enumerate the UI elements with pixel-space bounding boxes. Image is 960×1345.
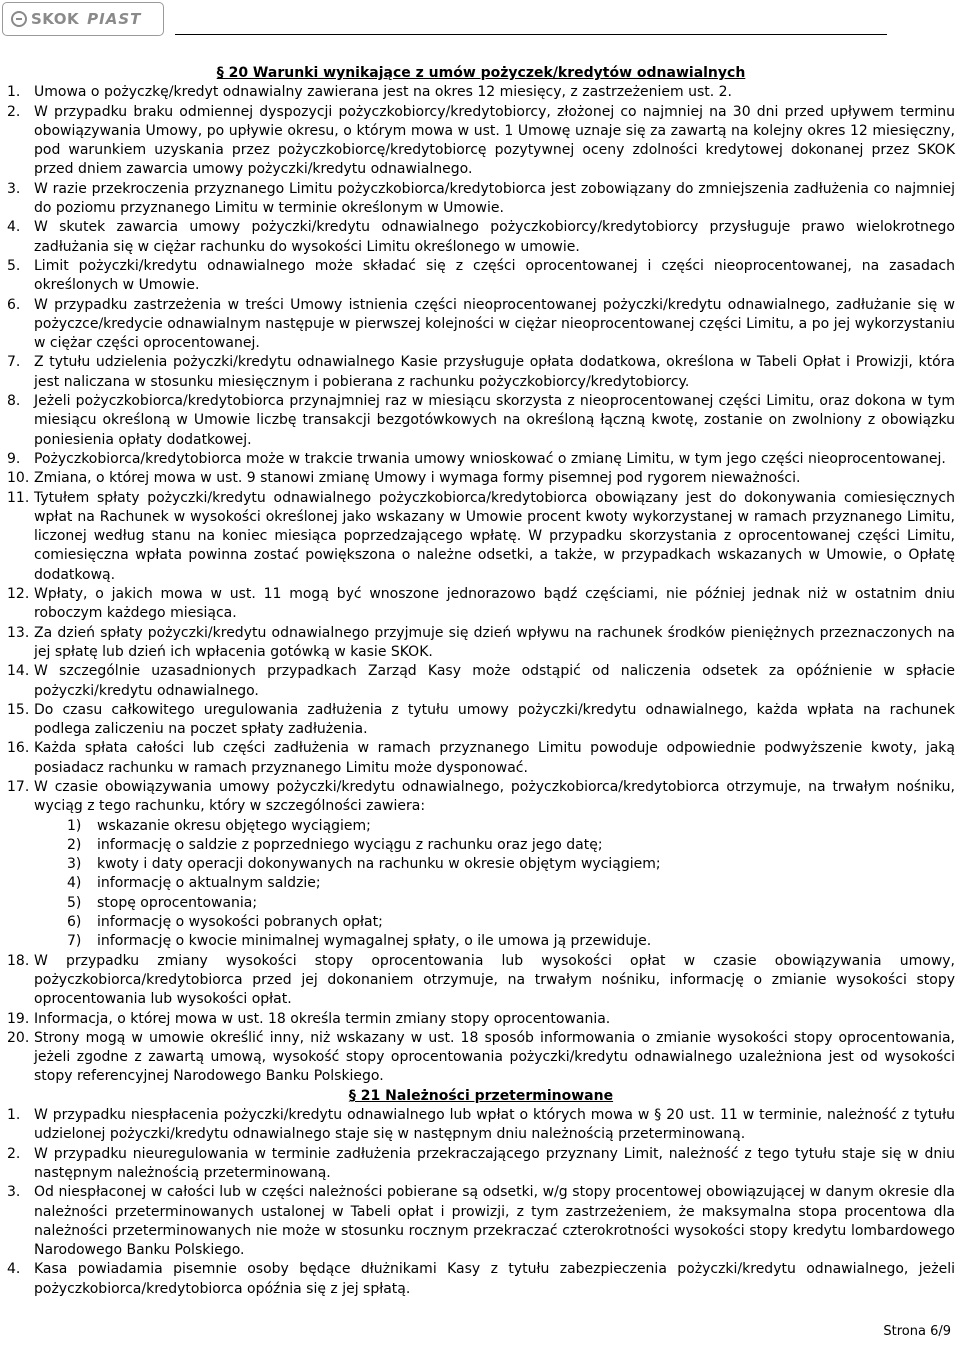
page-number: Strona 6/9 [883,1324,951,1339]
list-item: 2. W przypadku braku odmiennej dyspozycji pożyczkobiorcy/kredytobiorcy, złożonej co najmniej na 30 dni przed upływem terminu obowiązywania Umowy, po upływie okresu, o którym mowa w ust. 1 Umowę uznaje się za zawartą na kolejny okres 12 miesięczny, pod warunkiem uzyskania przez pożyczkobiorcę/kredytobiorcę pozytywnej oceny zdolności kredytowej dokonanej przez SKOK przed dniem zawarcia umowy pożyczki/kredytu odnawialnego. [7,103,955,178]
list-item: 17. W czasie obowiązywania umowy pożyczki/kredytu odnawialnego, pożyczkobiorca/kredytobiorca otrzymuje, na trwałym nośniku, wyciąg z tego rachunku, który w szczególności zawiera: [7,778,955,815]
list-item: 16. Każda spłata całości lub części zadłużenia w ramach przyznanego Limitu powoduje odpowiednie podwyższenie kwoty, jaką posiadacz rachunku w ramach przyznanego Limitu może dysponować. [7,740,955,776]
section-20-title: § 20 Warunki wynikające z umów pożyczek/kredytów odnawialnych [216,65,746,81]
list-item: 12. Wpłaty, o jakich mowa w ust. 11 mogą być wnoszone jednorazowo bądź częściami, nie później jednak niż w ostatnim dniu roboczym każdego miesiąca. [7,586,955,622]
document-body [7,64,955,1299]
list-item: 1. W przypadku niespłacenia pożyczki/kredytu odnawialnego lub wpłat o których mowa w § 20 ust. 11 w terminie, należność z tytułu udzielonej pożyczki/kredytu odnawialnego staje się w następnym dniu należnością przeterminowaną. [7,1107,955,1143]
list-item: 1. Umowa o pożyczkę/kredyt odnawialny zawierana jest na okres 12 miesięcy, z zastrzeżeniem ust. 2. [7,84,733,101]
list-item: 10. Zmiana, o której mowa w ust. 9 stanowi zmianę Umowy i wymaga formy pisemnej pod rygorem nieważności. [7,470,801,487]
logo-icon [11,11,27,27]
list-item: 14. W szczególnie uzasadnionych przypadkach Zarząd Kasy może odstąpić od naliczenia odsetek za opóźnienie w spłacie pożyczki/kredytu odnawialnego. [7,663,955,699]
list-item: 5. Limit pożyczki/kredytu odnawialnego może składać się z części oprocentowanej i części nieoprocentowanej, na zasadach określonych w Umowie. [7,257,955,294]
header-rule [175,34,887,35]
list-item: 2. W przypadku nieuregulowania w terminie zadłużenia przekraczającego przyznany Limit, należność z tego tytułu staje się w dniu następnym należnością przeterminowaną. [7,1145,955,1181]
sub-list-item: 3) kwoty i daty operacji dokonywanych na rachunku w okresie objętym wyciągiem; [67,856,661,873]
skok-piast-logo [2,2,164,36]
sub-list-item: 2) informację o saldzie z poprzedniego wyciągu z rachunku oraz jego datę; [67,836,603,853]
list-item: 20. Strony mogą w umowie określić inny, niż wskazany w ust. 18 sposób informowania o zmianie wysokości stopy oprocentowania, jeżeli zgodne z zawartą umową, wysokość stopy oprocentowania pożyczki/kredytu odnawialnego uzależniona jest od wysokości stopy referencyjnej Narodowego Banku Polskiego. [7,1029,955,1085]
list-item: 9. Pożyczkobiorca/kredytobiorca może w trakcie trwania umowy wnioskować o zmianę Limitu, w tym jego części nieoprocentowanej. [7,450,946,467]
list-item: 3. Od niespłaconej w całości lub w części należności pobierane są odsetki, w/g stopy procentowej obowiązującej w danym okresie dla należności przeterminowanych ustalonej w Tabeli opłat i prowizji, z tym zastrzeżeniem, że maksymalna stopa procentowa dla należności przeterminowanych nie może w stosunku rocznym przekraczać czterokrotności wysokości stopy kredytu lombardowego Narodowego Banku Polskiego. [7,1184,955,1259]
list-item: 15. Do czasu całkowitego uregulowania zadłużenia z tytułu umowy pożyczki/kredytu odnawialnego, każda wpłata na rachunek podlega zaliczeniu na poczet spłaty zadłużenia. [7,701,955,738]
list-item: 19. Informacja, o której mowa w ust. 18 określa termin zmiany stopy oprocentowania. [7,1010,611,1027]
logo-text-skok: SKOK [31,10,80,28]
list-item: 6. W przypadku zastrzeżenia w treści Umowy istnienia części nieoprocentowanej pożyczki/kredytu odnawialnego, zadłużanie się w pożyczce/kredycie odnawialnym następuje w pierwszej kolejności w ciężar nieoprocentowanej części Limitu, a po jej wykorzystaniu w ciężar części oprocentowanej. [7,296,955,352]
list-item: 4. Kasa powiadamia pisemnie osoby będące dłużnikami Kasy z tytułu zabezpieczenia pożyczki/kredytu odnawialnego, jeżeli pożyczkobiorca/kredytobiorca opóźnia się z jej spłatą. [7,1261,955,1297]
list-item: 11. Tytułem spłaty pożyczki/kredytu odnawialnego pożyczkobiorca/kredytobiorca obowiązany jest do dokonywania comiesięcznych wpłat na Rachunek w wysokości określonej jako wskazany w Umowie procent kwoty wykorzystanej w ramach przyznanego Limitu, liczonej według stanu na koniec miesiąca poprzedzającego wpłatę. W przypadku skorzystania z oprocentowanej części Limitu, comiesięczna wpłata powinna zostać powiększona o należne odsetki, a także, w przypadkach wskazanych w Umowie, o Opłatę dodatkową. [7,489,955,583]
logo-text-piast: PIAST [87,10,142,28]
sub-list-item: 4) informację o aktualnym saldzie; [67,875,321,892]
sub-list-item: 7) informację o kwocie minimalnej wymagalnej spłaty, o ile umowa ją przewiduje. [67,933,652,950]
section-21-title: § 21 Należności przeterminowane [348,1087,614,1104]
list-item: 13. Za dzień spłaty pożyczki/kredytu odnawialnego przyjmuje się dzień wpływu na rachunek środków pieniężnych przeznaczonych na jej spłatę lub dzień ich wpłacenia gotówką w kasie SKOK. [7,624,955,660]
sub-list-item: 1) wskazanie okresu objętego wyciągiem; [67,817,371,834]
sub-list-item: 5) stopę oprocentowania; [67,894,258,911]
list-item: 8. Jeżeli pożyczkobiorca/kredytobiorca przynajmniej raz w miesiącu skorzysta z nieoprocentowanej części Limitu, oraz dokona w tym miesiącu określoną w Umowie liczbę transakcji bezgotówkowych na określoną łączną kwotę, zostanie on zwolniony z obowiązku poniesienia opłaty dodatkowej. [7,393,955,448]
list-item: 3. W razie przekroczenia przyznanego Limitu pożyczkobiorca/kredytobiorca jest zobowiązany do zmniejszenia zadłużenia co najmniej do poziomu przyznanego Limitu w terminie określonym w Umowie. [7,180,955,217]
list-item: 7. Z tytułu udzielenia pożyczki/kredytu odnawialnego Kasie przysługuje opłata dodatkowa, określona w Tabeli Opłat i Prowizji, która jest naliczana w stosunku miesięcznym i pobierana z rachunku pożyczkobiorcy/kredytobiorcy. [7,354,955,390]
sub-list-item: 6) informację o wysokości pobranych opłat; [67,914,383,931]
list-item: 18. W przypadku zmiany wysokości stopy oprocentowania lub wysokości opłat w czasie obowiązywania umowy, pożyczkobiorca/kredytobiorca przed jej dokonaniem otrzymuje, na trwałym nośniku, informację o zmianie wysokości stopy oprocentowania lub wysokości opłat. [7,952,955,1008]
list-item: 4. W skutek zawarcia umowy pożyczki/kredytu odnawialnego pożyczkobiorcy/kredytobiorcy przysługuje prawo wielokrotnego zadłużania się w ciężar rachunku do wysokości Limitu określonego w umowie. [7,219,955,255]
